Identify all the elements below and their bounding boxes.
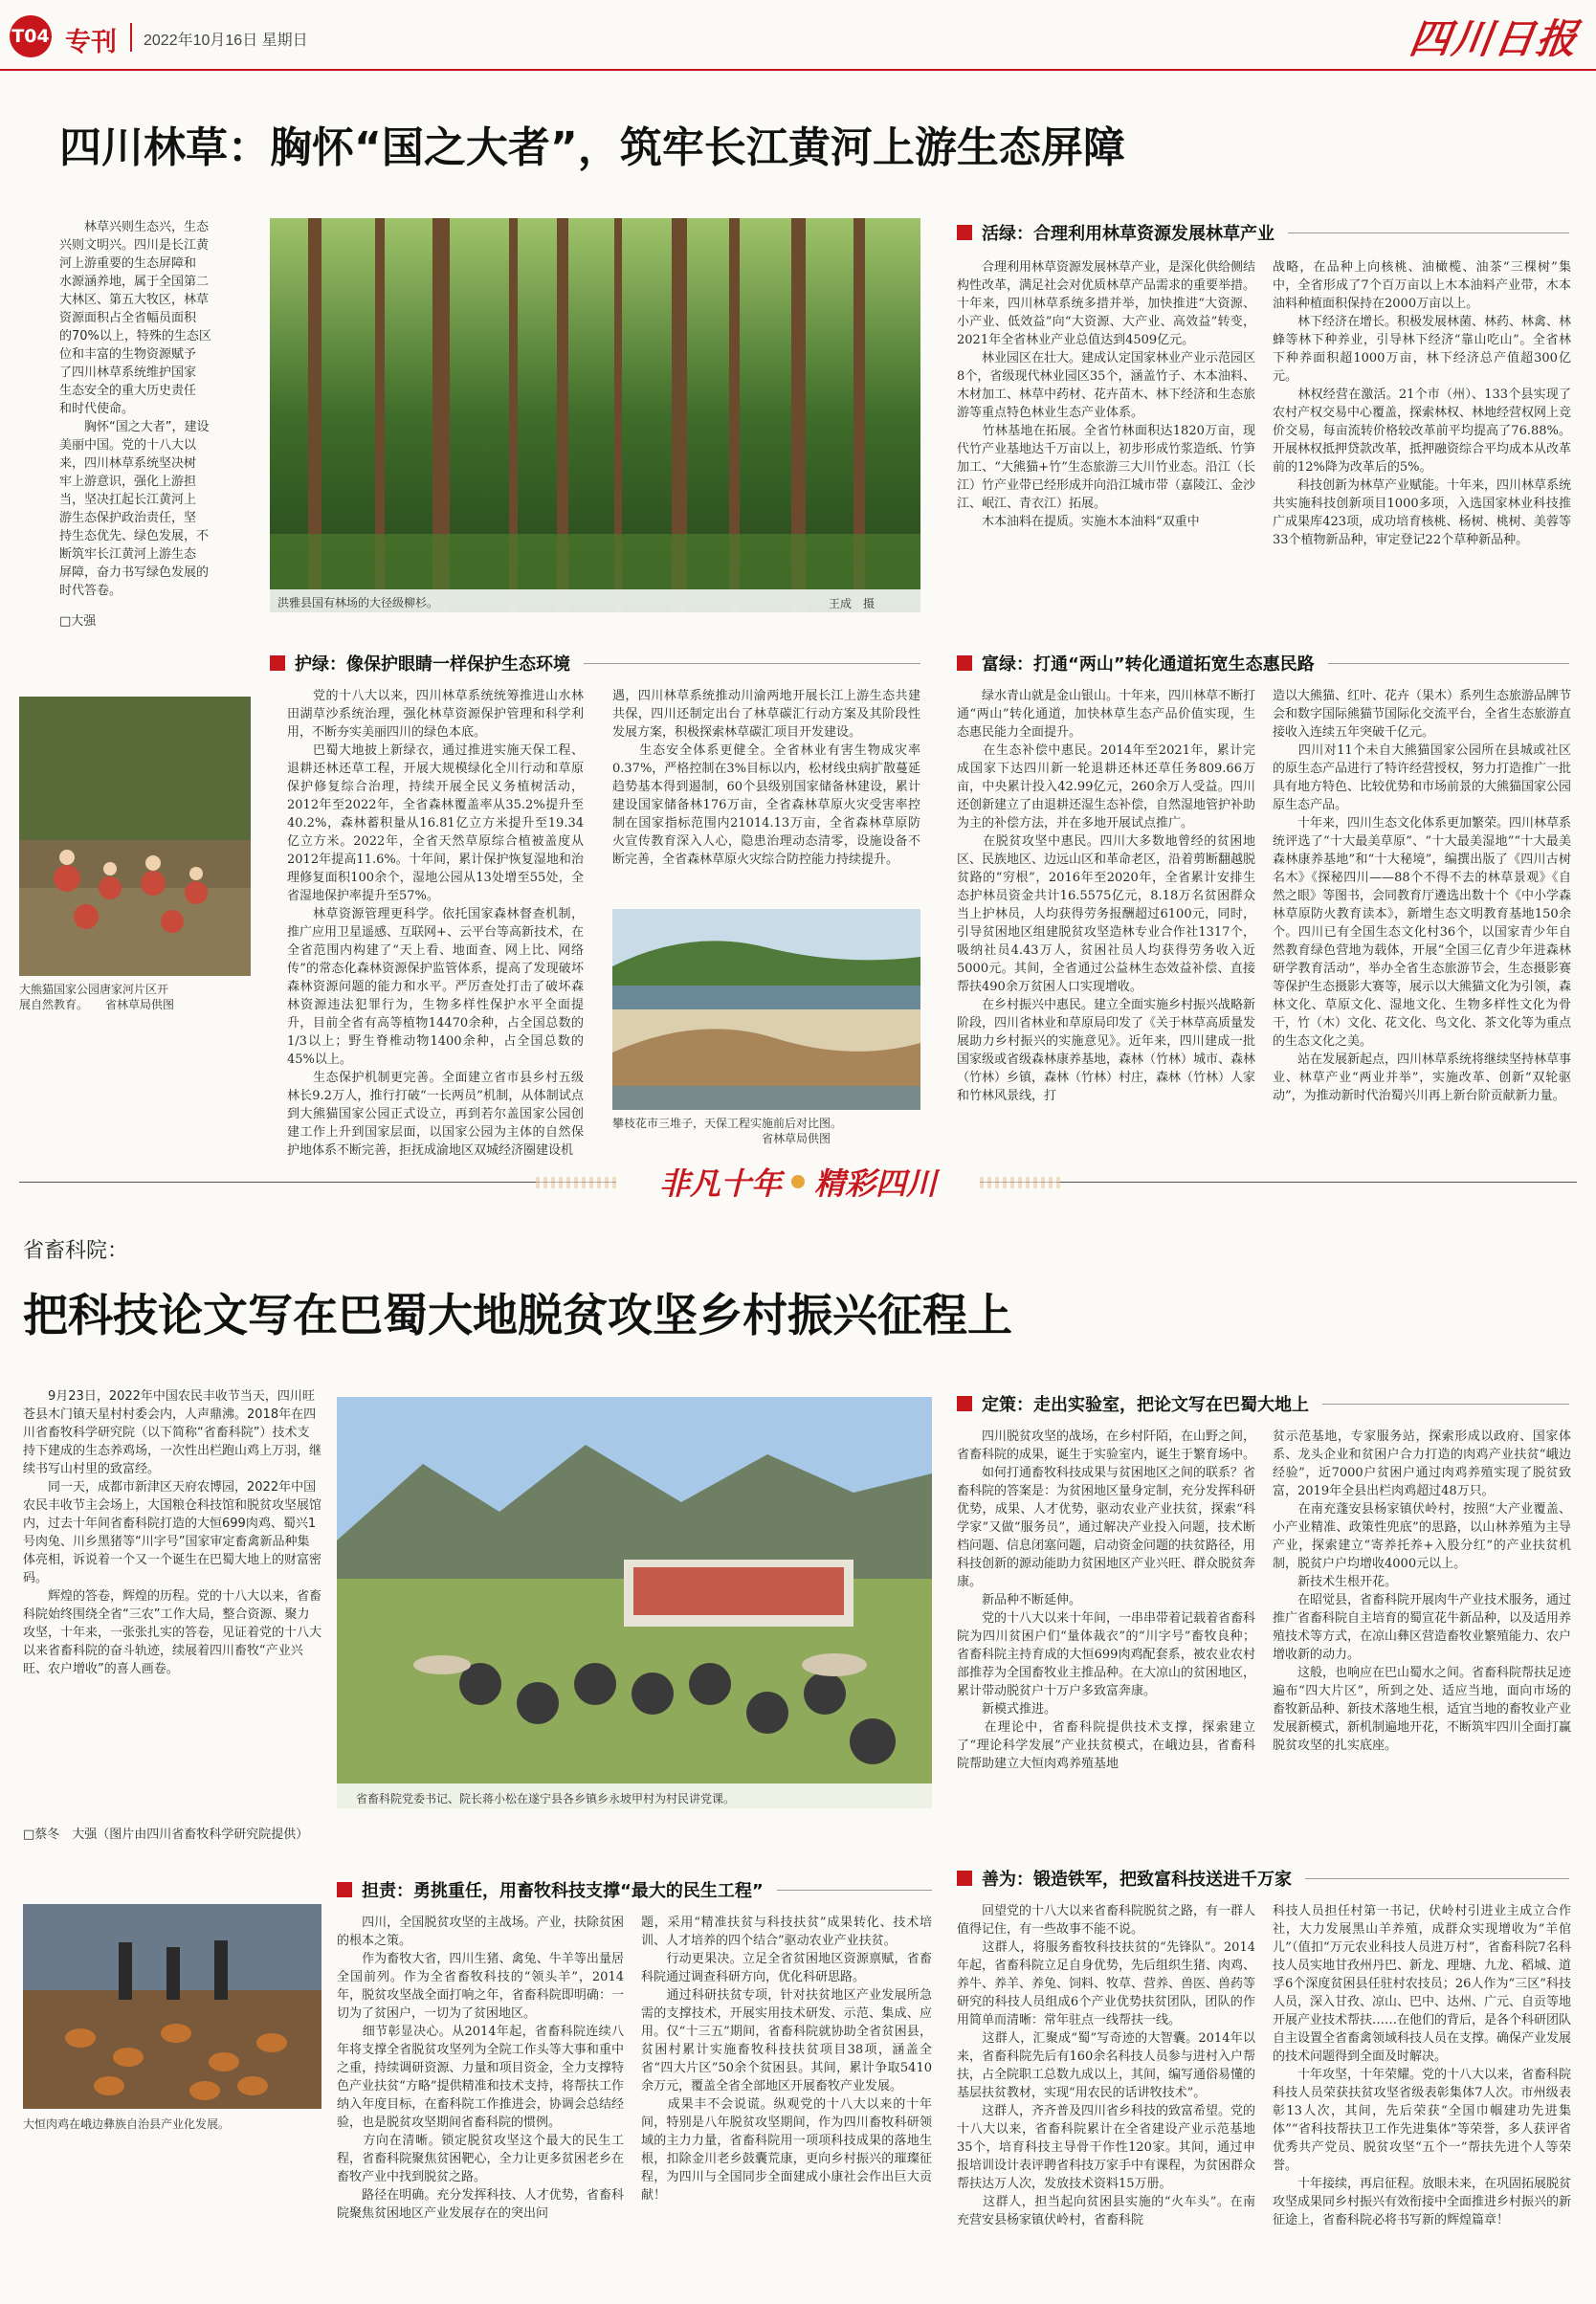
shanwei-column-1: 回望党的十八大以来省畜科院脱贫之路，有一群人值得记住，有一些故事不能不说。 这群人，将服务畜牧科技扶贫的“先锋队”。2014年起，省畜科院立足自身优势，先后组织生猪、肉鸡、养牛、养羊、养兔、饲料、牧草、营养、兽医、兽药等研究的科技人员组成6个产业优势扶贫团队，团队的作用简单而清晰：常年驻点一线帮扶一线。 这群人，汇聚成“蜀”写奇迹的大智囊。2014年以来，省畜科院先后有160余名科技人员参与进村入户帮扶，占全院职工总数九成以上，其间，编写通俗易懂的基层扶贫教材，实现“用农民的话讲牧技术”。 这群人，齐齐普及四川省乡科技的致富希望。党的十八大以来，省畜科院累计在全省建设产业示范基地35个，培育科技主导骨干作性120家。其间，通过申报培训设计表评聘省科技万家手中有课程，为贫困群众帮扶达万人次，发放技术资料15万册。 这群人，担当起向贫困县实施的“火车头”。在南充营安县杨家镇伏岭村，省畜科院: [957, 1904, 1256, 2227]
page-number-badge: T04: [10, 15, 52, 57]
banner-text-left: 非凡十年: [658, 1165, 782, 1202]
decade-banner: [616, 1160, 980, 1204]
huolu-column-1: 合理利用林草资源发展林草产业，是深化供给侧结构性改革，满足社会对优质林草产品需求的重要举措。十年来，四川林草系统多措并举，加快推进“大资源、小产业、低效益”向“大资源、大产业、高效益”转变，2021年全省林业产业总值达到4509亿元。 林业园区在壮大。建成认定国家林业产业示范园区8个，省级现代林业园区35个，涵盖竹子、木本油料、木材加工、林草中药材、花卉苗木、林下经济和生态旅游等重点特色林业生态产业体系。 竹林基地在拓展。全省竹林面积达1820万亩，现代竹产业基地达千万亩以上，初步形成竹浆造纸、竹笋加工、“大熊猫+竹”生态旅游三大川竹业态。沿江（长江）竹产业带已经形成并向沿江城市带（嘉陵江、金沙江、岷江、青衣江）拓展。 木本油料在提质。实施木本油料“双重中: [957, 260, 1256, 529]
subhead-marker-icon: [957, 1396, 972, 1411]
danze-column-1: 四川，全国脱贫攻坚的主战场。产业，扶除贫困的根本之策。 作为畜牧大省，四川生猪、禽兔、牛羊等出量居全国前列。作为全省畜牧科技的“领头羊”，2014年，脱贫攻坚战全面打响之年，省畜科院即明确：一切为了贫困户，一切为了贫困地区。 细节彰显决心。从2014年起，省畜科院连续八年将支撑全省脱贫攻坚列为全院工作头等大事和重中之重，持续调研资源、力量和项目资金，全力支撑特色产业扶贫“方略”提供精准和技术支持，将帮扶工作纳入年度目标，在畜科院工作推进会，协调会总结经验，也是脱贫攻坚期间省畜科院的惯例。 方向在清晰。锁定脱贫攻坚这个最大的民生工程，省畜科院聚焦贫困靶心，全力让更多贫困老乡在畜牧产业中找到脱贫之路。 路径在明确。充分发挥科技、人才优势，省畜科院聚焦贫困地区产业发展存在的突出问: [337, 1916, 624, 2221]
before-after-caption: 攀枝花市三堆子，天保工程实施前后对比图。 省林草局供图: [612, 1117, 843, 1145]
party-lecture-caption: 省畜科院党委书记、院长蒋小松在遂宁县各乡镇乡永坡甲村为村民讲党课。: [356, 1792, 736, 1806]
subhead-fulu: [957, 647, 1569, 679]
subhead-shanwei: [957, 1862, 1569, 1894]
header-divider: [130, 23, 132, 52]
subhead-dingce: [957, 1387, 1569, 1420]
subhead-rule: [584, 663, 920, 664]
fulu-column-2: 造以大熊猫、红叶、花卉（果木）系列生态旅游品牌节会和数字国际熊猫节国际化交流平台，全省生态旅游直接收入连续五年突破千亿元。 四川对11个未自大熊猫国家公园所在县城或社区的原生态产品进行了特许经营授权，努力打造推广一批具有地方特色、比较优势和市场前景的大熊猫国家公园原生态产品。 十年来，四川生态文化体系更加繁荣。四川林草系统评选了“十大最美草原”、“十大最美湿地”“十大最美森林康养基地”和“十大秘境”，编撰出版了《四川古树名木》《探秘四川——88个不得不去的林草景观》《自然之眼》等图书，会同教育厅遴选出数十个《中小学森林草原防火教育读本》，新增生态文明教育基地150余个。四川已有全国生态文化村36个，以国家青少年自然教育绿色营地为载体，开展“全国三亿青少年进森林研学教育活动”，举办全省生态旅游节会，生态摄影赛等保护生态摄影大赛等，展示以大熊猫文化为引领，森林文化、草原文化、湿地文化、生物多样性文化为骨干，竹（木）文化、花文化、鸟文化、茶文化等为重点的生态文化之美。 站在发展新起点，四川林草系统将继续坚持林草事业、林草产业“两业并举”，实施改革、创新“双轮驱动”，为推动新时代治蜀兴川再上新台阶贡献新力量。: [1273, 689, 1572, 1103]
dingce-column-2: 贫示范基地，专家服务站，探索形成以政府、国家体系、龙头企业和贫困户合力打造的肉鸡产业扶贫“峨边经验”，近7000户贫困户通过肉鸡养殖实现了脱贫致富，2019年全县出栏肉鸡超过48万只。 在南充蓬安县杨家镇伏岭村，按照“大产业覆盖、小产业精准、政策性兜底”的思路，以山林养殖为主导产业，探索建立“寄养托养+入股分红”的产业扶贫机制，脱贫户户均增收4000元以上。 新技术生根开花。 在昭觉县，省畜科院开展肉牛产业技术服务，通过推广省畜科院自主培育的蜀宣花牛新品种，以及适用养殖技术等方式，在凉山彝区营造畜牧业繁殖能力、农户增收新的动力。 这般，也响应在巴山蜀水之间。省畜科院帮扶足迹遍布“四大片区”，所到之处、适应当地，面向市场的畜牧新品种、新技术落地生根，适宜当地的畜牧业产业发展新模式，新机制遍地开花，不断筑牢四川全面打赢脱贫攻坚的扎实底座。: [1273, 1429, 1572, 1753]
banner-dot-icon: [791, 1175, 805, 1188]
chicken-farm-caption: 大恒肉鸡在峨边彝族自治县产业化发展。: [23, 2117, 231, 2131]
forest-photo-caption: 洪雅县国有林场的大径级柳杉。: [277, 596, 439, 609]
subhead-marker-icon: [957, 225, 972, 240]
banner-text-right: 精彩四川: [814, 1165, 938, 1202]
article1-headline: 四川林草：胸怀“国之大者”，筑牢长江黄河上游生态屏障: [59, 123, 1125, 172]
article1-byline: □大强: [59, 614, 97, 629]
subhead-rule: [1322, 1404, 1569, 1405]
fulu-column-1: 绿水青山就是金山银山。十年来，四川林草不断打通“两山”转化通道，加快林草生态产品价值实现，生态惠民能力全面提升。 在生态补偿中惠民。2014年至2021年，累计完成国家下达四川新一轮退耕还林还草任务809.66万亩，中央累计投入42.99亿元，260余万人受益。四川还创新建立了由退耕还湿生态补偿，自然湿地管护补助为主的补偿方法，并在多地开展试点推广。 在脱贫攻坚中惠民。四川大多数地曾经的贫困地区、民族地区、边远山区和革命老区，沿着剪断翻越脱贫路的“穷根”，2016年至2020年，全省累计安排生态护林员资金共计16.5575亿元，8.18万名贫困群众当上护林员，人均获得劳务报酬超过6100元，同时，引导贫困地区组建脱贫攻坚造林专业合作社1317个，吸纳社员4.43万人，贫困社员人均获得劳务收入近5000元。其间，全省通过公益林生态效益补偿、直接帮扶490余万贫困人口实现增收。 在乡村振兴中惠民。建立全面实施乡村振兴战略新阶段，四川省林业和草原局印发了《关于林草高质量发展助力乡村振兴的实施意见》。近年来，四川建成一批国家级或省级森林康养基地，森林（竹林）城市、森林（竹林）乡镇，森林（竹林）村庄，森林（竹林）人家和竹林风景线，打: [957, 689, 1256, 1103]
subhead-hulu: [270, 647, 920, 679]
newspaper-logo: 四川日报: [1407, 15, 1583, 62]
subhead-danze-title: 担责：勇挑重任，用畜牧科技支撑“最大的民生工程”: [362, 1881, 764, 1901]
subhead-marker-icon: [270, 655, 285, 671]
shanwei-column-2: 科技人员担任村第一书记，伏岭村引进业主成立合作社，大力发展黑山羊养殖，成群众实现增收为“羊倌儿”（值扣“万元农业科技人员进万村”，省畜科院7名科技人员实地甘孜州丹巴、新龙、理塘、九龙、稻城、道孚6个深度贫困县任驻村农技员；26人作为“三区”科技人员，深入甘孜、凉山、巴中、达州、广元、自贡等地开展产业技术帮扶……在他们的背后，是各个科研团队自主设置全省畜禽领域科技人员在支撑。确保产业发展的技术问题得到全面及时解决。 十年攻坚，十年荣耀。党的十八大以来，省畜科院科技人员荣获扶贫攻坚省级表彰集体7人次。市州级表彰13人次，其间，先后荣获“全国巾帼建功先进集体”“省科技帮扶卫工作先进集体”等荣誉，多人获评省优秀共产党员、脱贫攻坚“五个一”帮扶先进个人等荣誉。 十年接续，再启征程。放眼未来，在巩固拓展脱贫攻坚成果同乡村振兴有效衔接中全面推进乡村振兴的新征途上，省畜科院必将书写新的辉煌篇章！: [1273, 1904, 1572, 2227]
hulu-column-2: 遇，四川林草系统推动川渝两地开展长江上游生态共建共保，四川还制定出台了林草碳汇行动方案及其阶段性发展方案，积极探索林草碳汇项目开发建设。 生态安全体系更健全。全省林业有害生物成灾率0.37%，严格控制在3%目标以内，松材线虫病扩散蔓延趋势基本得到遏制，60个县级别国家储备林建设，累计建设国家储备林176万亩，全省森林草原火灾受害率控制在国家指标范围内21014.13万亩，全省森林草原防火宣传教育深入人心，隐患治理动态清零，设施设备不断完善，全省森林草原火灾综合防控能力持续提升。: [612, 689, 920, 867]
issue-date: 2022年10月16日 星期日: [144, 33, 308, 49]
article2-headline: 把科技论文写在巴蜀大地脱贫攻坚乡村振兴征程上: [23, 1290, 1012, 1342]
article2-byline: □蔡冬 大强（图片由四川省畜牧科学研究院提供）: [23, 1828, 309, 1842]
subhead-marker-icon: [337, 1882, 352, 1897]
subhead-huolu: [957, 216, 1569, 249]
subhead-rule: [1328, 663, 1569, 664]
subhead-danze: [337, 1873, 932, 1906]
forest-photo-credit: 王成 摄: [829, 597, 876, 610]
hulu-column-1: 党的十八大以来，四川林草系统统筹推进山水林田湖草沙系统治理，强化林草资源保护管理和科学利用，不断夯实美丽四川的绿色本底。 巴蜀大地披上新绿衣，通过推进实施天保工程、退耕还林还草工程，开展大规模绿化全川行动和草原保护修复综合治理，持续开展全民义务植树活动，2012年至2022年，全省森林覆盖率从35.2%提升至40.2%，森林蓄积量从16.81亿立方米提升至19.34亿立方米。2022年，全省天然草原综合植被盖度从2012年提高11.6%。十年间，累计保护恢复湿地和治理修复面积100余个，湿地公园从13处增至55处，全省湿地保护率提升至57%。 林草资源管理更科学。依托国家森林督查机制，推广应用卫星遥感、互联网+、云平台等高新技术，在全省范围内构建了“天上看、地面查、网上比、网络传”的常态化森林资源保护监管体系，提高了发现破坏森林资源问题的能力和水平。严厉查处打击了破坏森林资源违法犯罪行为，生物多样性保护水平全面提升，目前全省有高等植物14470余种，占全国总数的1/3以上；野生脊椎动物1400余种，占全国总数的45%以上。 生态保护机制更完善。全面建立省市县乡村五级林长9.2万人，推行打破“一长两员”机制，从体制试点到大熊猫国家公园正式设立，再到若尔盖国家公园创建工作上升到国家层面，以国家公园为主体的自然保护地体系不断完善，拒抚成渝地区双城经济圈建设机: [287, 689, 584, 1158]
nature-education-caption: 大熊猫国家公园唐家河片区开 展自然教育。 省林草局供图: [19, 983, 175, 1011]
subhead-marker-icon: [957, 1871, 972, 1886]
article2-kicker: 省畜科院：: [23, 1239, 129, 1263]
subhead-rule: [777, 1890, 932, 1891]
nature-education-photo: [19, 697, 251, 976]
subhead-marker-icon: [957, 655, 972, 671]
chicken-farm-photo: [23, 1904, 321, 2109]
before-after-photo: [612, 909, 920, 1110]
subhead-shanwei-title: 善为：锻造铁军，把致富科技送进千万家: [982, 1870, 1292, 1890]
section-label: 专刊: [65, 28, 117, 57]
subhead-huolu-title: 活绿：合理利用林草资源发展林草产业: [982, 224, 1275, 244]
subhead-rule: [1305, 1878, 1569, 1879]
forest-photo: [270, 218, 920, 612]
subhead-dingce-title: 定策：走出实验室，把论文写在巴蜀大地上: [982, 1395, 1309, 1415]
dingce-column-1: 四川脱贫攻坚的战场，在乡村阡陌，在山野之间，省畜科院的成果，诞生于实验室内，诞生于繁育场中。 如何打通畜牧科技成果与贫困地区之间的联系？省畜科院的答案是：为贫困地区量身定制，充分发挥科研优势，成果、人才优势，驱动农业产业扶贫，探索“科学家”又做“服务员”，通过解决产业投入问题，技术断档问题、信息闭塞问题，启动资金问题的扶贫路径，用科技创新的源动能助力贫困地区产业兴旺、群众脱贫奔康。 新品种不断延伸。 党的十八大以来十年间，一串串带着记载着省畜科院为四川贫困户们“量体裁衣”的“川字号”畜牧良种；省畜科院主持育成的大恒699肉鸡配套系，被农业农村部推荐为全国畜牧业主推品种。在大凉山的贫困地区，累计带动脱贫户十万户多致富奔康。 新模式推进。 在理论中，省畜科院提供技术支撑，探索建立了“理论科学发展”产业扶贫模式，在峨边县，省畜科院帮助建立大恒肉鸡养殖基地: [957, 1429, 1256, 1771]
huolu-column-2: 战略，在品种上向核桃、油橄榄、油茶“三棵树”集中，全省形成了7个百万亩以上木本油料产业带，木本油料种植面积保持在2000万亩以上。 林下经济在增长。积极发展林菌、林药、林禽、林蜂等林下种养业，引导林下经济“靠山吃山”。全省林下种养面积超1000万亩，林下经济总产值超300亿元。 林权经营在激活。21个市（州）、133个县实现了农村产权交易中心覆盖，探索林权、林地经营权网上竞价交易，每亩流转价格较改革前平均提高了76.88%。开展林权抵押贷款改革，抵押融资综合平均成本从改革前的12%降为改革后的5%。 科技创新为林草产业赋能。十年来，四川林草系统共实施科技创新项目1000多项，入选国家林业科技推广成果库423项，成功培育核桃、杨树、桃树、美蓉等33个植物新品种，审定登记22个草种新品种。: [1273, 260, 1572, 547]
article1-intro: 林草兴则生态兴，生态 兴则文明兴。四川是长江黄 河上游重要的生态屏障和 水源涵养地，属于全国第二 大林区、第五大牧区，林草 资源面积占全省幅员面积 的70%以上，特殊的生态区 位和丰富的生物资源赋予 了四川林草系统维护国家 生态安全的重大历史责任 和时代使命。 胸怀“国之大者”，建设 美丽中国。党的十八大以 来，四川林草系统坚决树 牢上游意识，强化上游担 当，坚决扛起长江黄河上 游生态保护政治责任，坚 持生态优先、绿色发展，不 断筑牢长江黄河上游生态 屏障，奋力书写绿色发展的 时代答卷。: [59, 220, 211, 598]
subhead-fulu-title: 富绿：打通“两山”转化通道拓宽生态惠民路: [982, 654, 1315, 675]
party-lecture-photo: [337, 1397, 932, 1808]
article2-intro: 9月23日，2022年中国农民丰收节当天，四川旺苍县木门镇天星村村委会内，人声鼎沸。2018年在四川省畜牧科学研究院（以下简称“省畜科院”）技术支持下建成的生态养鸡场，一次性出栏跑山鸡上万羽，继续书写山村里的致富经。 同一天，成都市新津区天府农博园，2022年中国农民丰收节主会场上，大国粮仓科技馆和脱贫攻坚展馆内，过去十年间省畜科院打造的大恒699肉鸡、蜀兴1号肉兔、川乡黑猪等“川字号”国家审定畜禽新品种集体亮相，诉说着一个又一个诞生在巴蜀大地上的财富密码。 辉煌的答卷，辉煌的历程。党的十八大以来，省畜科院始终围绕全省“三农”工作大局，整合资源、聚力攻坚，十年来，一张张扎实的答卷，见证着党的十八大以来省畜科院的奋斗轨迹，续展着四川畜牧“产业兴旺、农户增收”的喜人画卷。: [23, 1389, 322, 1676]
subhead-hulu-title: 护绿：像保护眼睛一样保护生态环境: [295, 654, 570, 675]
danze-column-2: 题，采用“精准扶贫与科技扶贫”成果转化、技术培训、人才培养的四个结合”驱动农业产业扶贫。 行动更果决。立足全省贫困地区资源禀赋，省畜科院通过调查科研方向，优化科研思路。 通过科研扶贫专项，针对扶贫地区产业发展所急需的支撑技术，开展实用技术研发、示范、集成、应用。仅“十三五”期间，省畜科院就协助全省贫困县，贫困村累计实施畜牧科技扶贫项目38项，涵盖全省“四大片区”50余个贫困县。其间，累计争取5410余万元，覆盖全省全部地区开展畜牧产业发展。 成果丰不会说谎。纵观党的十八大以来的十年间，特别是八年脱贫攻坚期间，作为四川畜牧科研领域的主力力量，省畜科院用一项项科技成果的落地生根，扣除金川老乡鼓囊荒康，更向乡村振兴的璀璨征程，为四川与全国同步全面建成小康社会作出巨大贡献！: [641, 1916, 932, 2203]
